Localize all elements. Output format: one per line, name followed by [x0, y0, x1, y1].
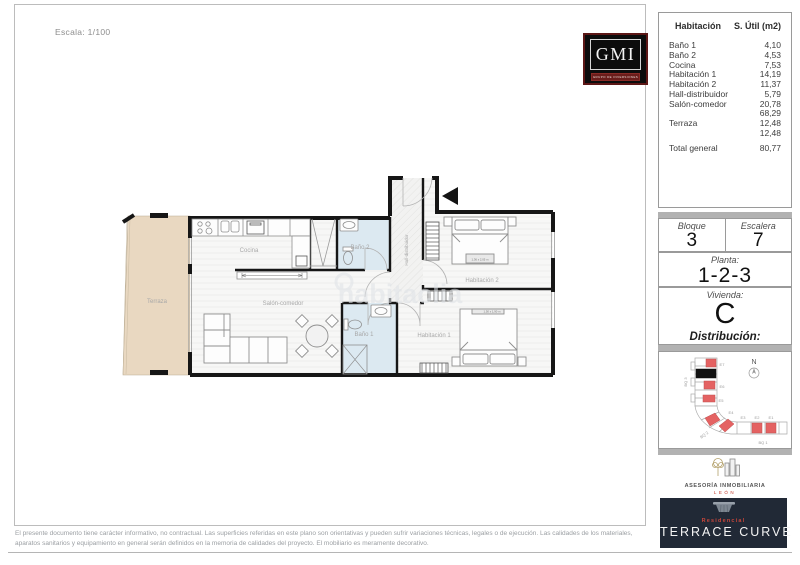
table-row: Hall-distribuidor 5,79: [669, 88, 781, 99]
block-stair-panel: [658, 218, 792, 252]
north-label: N: [751, 359, 757, 366]
asesoria-logo-icon: [708, 456, 742, 478]
planta-value: 1-2-3: [697, 264, 753, 287]
table-row-total: Total general 80,77: [669, 142, 781, 153]
vivienda-panel: [658, 287, 792, 345]
key-plan-panel: [658, 351, 792, 449]
asesoria-name: ASESORÍA INMOBILIARIA: [684, 483, 766, 489]
bed2-dimension-label: 1,36 x 2,05 m: [471, 257, 489, 262]
living-label: Salón-comedor: [262, 301, 304, 307]
bedroom2-label: Habitación 2: [465, 278, 499, 284]
project-name: TERRACE CURVE: [660, 525, 793, 539]
current-unit-marker: [696, 369, 716, 378]
area-table-header-room: Habitación: [675, 21, 722, 31]
watermark: [336, 274, 463, 309]
column-capital-icon: [711, 502, 737, 513]
svg-text:habitaclia: habitaclia: [337, 279, 463, 309]
vivienda-label: Vivienda:: [706, 290, 744, 300]
table-row: Cocina 7,53: [669, 59, 781, 70]
hall-label: Hall-distribuidor: [404, 234, 409, 266]
bloque-label: Bloque: [677, 221, 706, 231]
vivienda-value: C: [714, 298, 736, 330]
svg-text:BQ 1: BQ 1: [758, 440, 768, 445]
terrace-label: Terraza: [146, 299, 168, 305]
escalera-cell: [726, 219, 792, 251]
disclaimer-text: El presente documento tiene carácter informativo, no contractual. Las superficies referidas en este plano son orientativas y pueden sufrir variaciones técnicas, legales o de ejecución. Las calidades de los materiales, aparatos sanitarios y equipamiento en general serán definidos en la memoria de calidades del proyecto. El mobiliario es meramente decorativo.: [15, 530, 633, 548]
key-plan: [659, 352, 791, 448]
escalera-value: 7: [752, 230, 764, 251]
divider-bar: [658, 449, 792, 455]
table-row: Salón-comedor 20,78: [669, 98, 781, 109]
distribucion-label: Distribución:: [689, 331, 761, 343]
svg-text:BQ 2: BQ 2: [698, 430, 710, 440]
table-row: Baño 2 4,53: [669, 49, 781, 60]
gmi-logo-tagline: GRUPO DE INVERSIONES: [592, 75, 639, 79]
svg-text:E2: E2: [754, 415, 760, 420]
svg-text:BQ 3: BQ 3: [683, 377, 688, 387]
svg-text:E1: E1: [768, 415, 774, 420]
table-row: Baño 1 4,10: [669, 39, 781, 50]
bed1: [452, 309, 526, 366]
gmi-logo: [583, 33, 648, 85]
bath1-label: Baño 1: [354, 332, 374, 338]
scale-label: Escala: 1/100: [55, 27, 111, 37]
floor-plan: [120, 160, 580, 385]
svg-text:E3: E3: [740, 415, 746, 420]
svg-text:E6: E6: [719, 384, 725, 389]
table-row: Terraza 12,48: [669, 118, 781, 129]
asesoria-logo: [658, 456, 792, 497]
entrance-arrow-icon: [442, 187, 458, 205]
area-table-header-area: S. Útil (m2): [733, 21, 781, 31]
table-row-subtotal: 12,48: [759, 128, 781, 139]
table-row-subtotal: 68,29: [759, 108, 781, 119]
terrace-curve-logo: [660, 498, 793, 548]
bed1-dimension-label: 1,50 x 1,90 m: [483, 309, 501, 314]
escalera-label: Escalera: [740, 221, 776, 231]
terrace-area: [123, 213, 190, 375]
table-row: Habitación 1 14,19: [669, 69, 781, 80]
bloque-cell: [659, 219, 726, 251]
kitchen-label: Cocina: [239, 248, 259, 254]
bottom-rule: [8, 552, 792, 553]
svg-text:E7: E7: [719, 362, 725, 367]
bloque-value: 3: [686, 230, 698, 251]
table-row: Habitación 2 11,37: [669, 79, 781, 90]
asesoria-city: LEÓN: [713, 490, 737, 495]
planta-panel: [658, 252, 792, 287]
svg-text:E5: E5: [718, 398, 724, 403]
residencial-label: Residencial: [701, 518, 746, 524]
bedroom1-label: Habitación 1: [417, 333, 451, 339]
area-table: [658, 12, 792, 208]
gmi-logo-text: GMI: [590, 39, 641, 70]
planta-label: Planta:: [710, 255, 740, 265]
svg-text:E4: E4: [728, 410, 734, 415]
bath2-label: Baño 2: [350, 245, 370, 251]
north-indicator: [749, 359, 759, 378]
